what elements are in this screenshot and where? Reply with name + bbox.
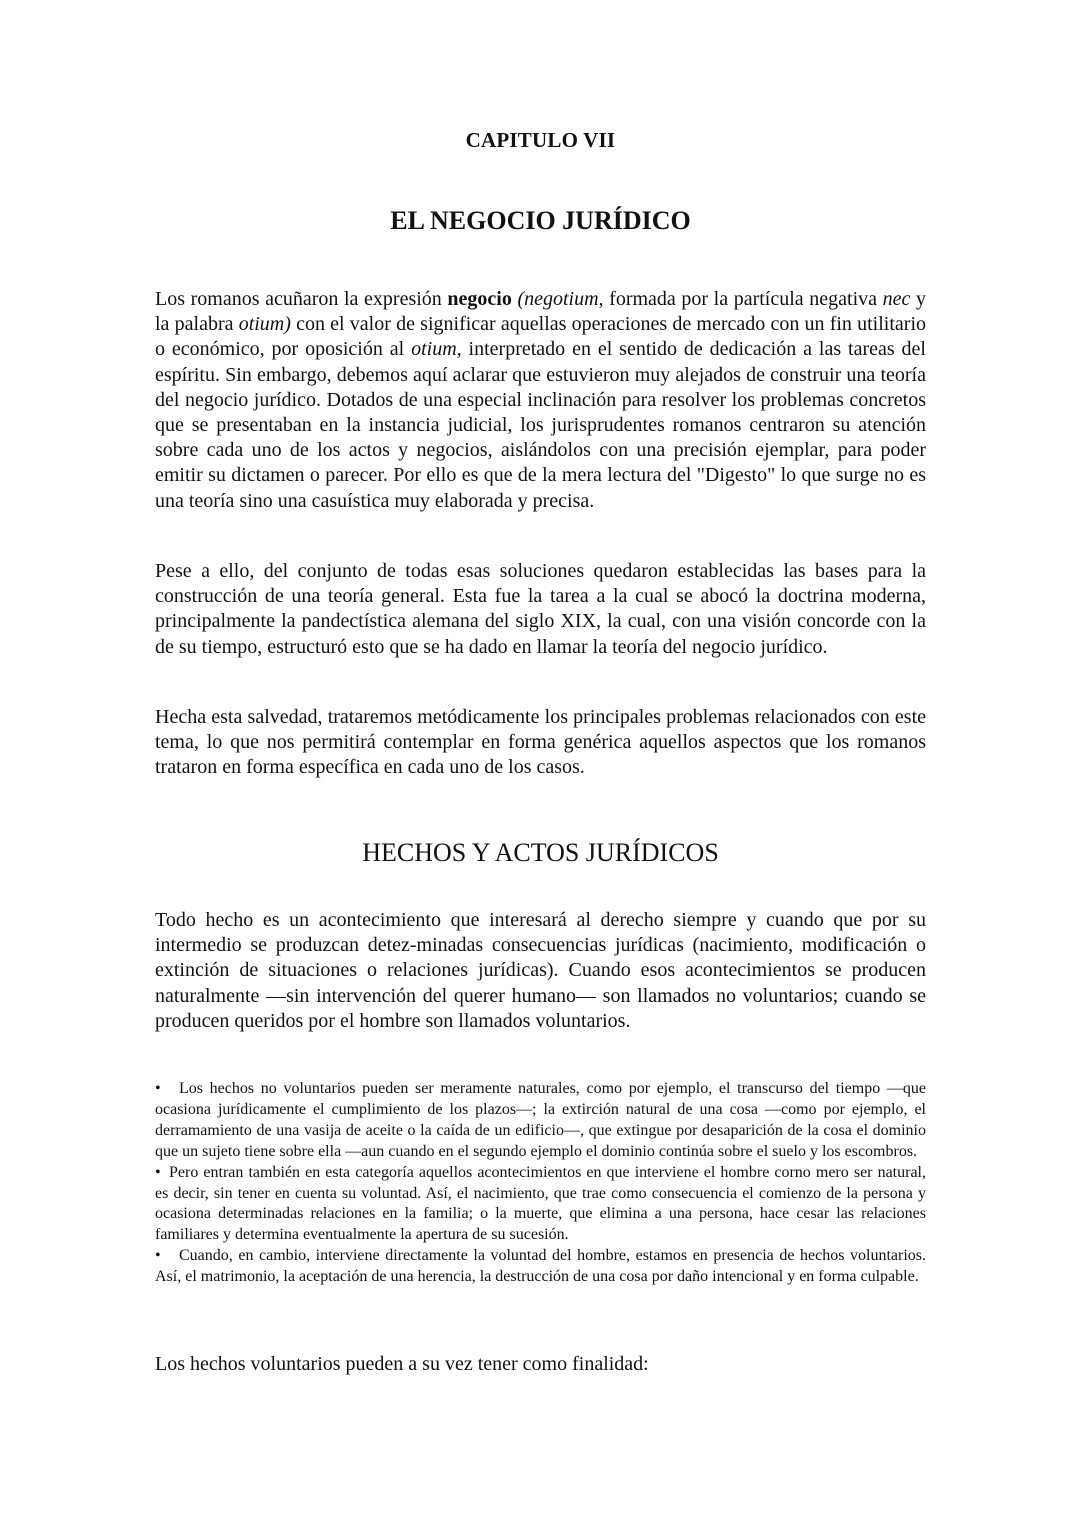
chapter-title: EL NEGOCIO JURÍDICO — [390, 206, 691, 235]
bullet-icon: • — [155, 1080, 161, 1097]
text-run: y la palabra — [155, 288, 927, 336]
bullet-icon: • — [155, 1163, 161, 1181]
bold-term-negocio: negocio — [447, 288, 512, 310]
bullet-item — [155, 1246, 926, 1288]
chapter-label: CAPITULO VII — [465, 128, 616, 152]
italic-term-nec: nec — [882, 288, 911, 310]
intro-paragraph-3: Hecha esta salvedad, trataremos metódicamente los principales problemas relacionados con este tema, lo que nos permitirá contemplar en forma genérica aquellos aspectos que los romanos trataron en forma específica en cada uno de los casos. — [155, 706, 926, 779]
text-run: interpretado en el sentido de dedicación a las tareas del espíritu. Sin embargo, debemos aquí aclarar que estuvieron muy alejados de construir una teoría del negocio jurídico. Dotados de una especial inclinación para resolver los problemas concretos que se presentaban en la instancia judicial, los jurisprudentes romanos centraron su atención sobre cada uno de los actos y negocios, aislándolos con una precisión ejemplar, para poder emitir su dictamen o parecer. Por ello es que de la mera lectura del "Digesto" lo que surge no es una teoría sino una casuística muy elaborada y precisa. — [155, 338, 926, 512]
section-paragraph-2: Los hechos voluntarios pueden a su vez tener como finalidad: — [155, 1353, 649, 1375]
bullet-list — [155, 1079, 926, 1288]
bullet-text: Los hechos no voluntarios pueden ser meramente naturales, como por ejemplo, el transcurso del tiempo —que ocasiona jurídicamente el cumplimiento de los plazos—; la extirción natural de una cosa —como por ejemplo, el derramamiento de una vasija de aceite o la caída de un edificio—, que extingue por desaparición de la cosa el dominio que un sujeto tiene sobre ella —aun cuando en el segundo ejemplo el dominio continúa sobre el suelo y los escombros. — [155, 1080, 926, 1160]
bullet-icon: • — [155, 1247, 161, 1265]
section-paragraph-1: Todo hecho es un acontecimiento que interesará al derecho siempre y cuando que por su intermedio se produzcan detez-minadas consecuencias jurídicas (nacimiento, modificación o extinción de situaciones o relaciones jurídicas). Cuando esos acontecimientos se producen naturalmente —sin intervención del querer humano— son llamados no voluntarios; cuando se producen queridos por el hombre son llamados voluntarios. — [155, 909, 926, 1032]
text-run: Los romanos acuñaron la expresión — [155, 288, 448, 310]
italic-term-negotium: (negotium, — [517, 288, 604, 310]
italic-term-otium: otium) — [238, 313, 291, 336]
section-title: HECHOS Y ACTOS JURÍDICOS — [362, 838, 719, 867]
bullet-item — [155, 1163, 926, 1247]
bullet-text: Pero entran también en esta categoría aquellos acontecimientos en que interviene el hombre corno mero ser natural, es decir, sin tener en cuenta su voluntad. Así, el nacimiento, que trae como consecuencia el comienzo de la persona y ocasiona determinadas relaciones en la familia; o la muerte, que elimina a una persona, hace cesar las relaciones familiares y determina eventualmente la apertura de su sucesión. — [155, 1163, 926, 1244]
text-run: con el valor de significar aquellas operaciones de mercado con un fin utilitario o económico, por oposición al — [155, 313, 927, 361]
bullet-text: Cuando, en cambio, interviene directamente la voluntad del hombre, estamos en presencia de hechos voluntarios. Así, el matrimonio, la aceptación de una herencia, la destrucción de una cosa por daño intencional y en forma culpable. — [155, 1247, 926, 1286]
italic-term-otium-2: otium, — [411, 338, 462, 361]
bullet-item — [155, 1079, 926, 1163]
text-run: formada por la partícula negativa — [603, 288, 883, 310]
intro-paragraph-1 — [155, 287, 926, 514]
intro-paragraph-2: Pese a ello, del conjunto de todas esas soluciones quedaron establecidas las bases para la construcción de una teoría general. Esta fue la tarea a la cual se abocó la doctrina moderna, principalmente la pandectística alemana del siglo XIX, la cual, con una visión concorde con la de su tiempo, estructuró esto que se ha dado en llamar la teoría del negocio jurídico. — [155, 560, 926, 658]
